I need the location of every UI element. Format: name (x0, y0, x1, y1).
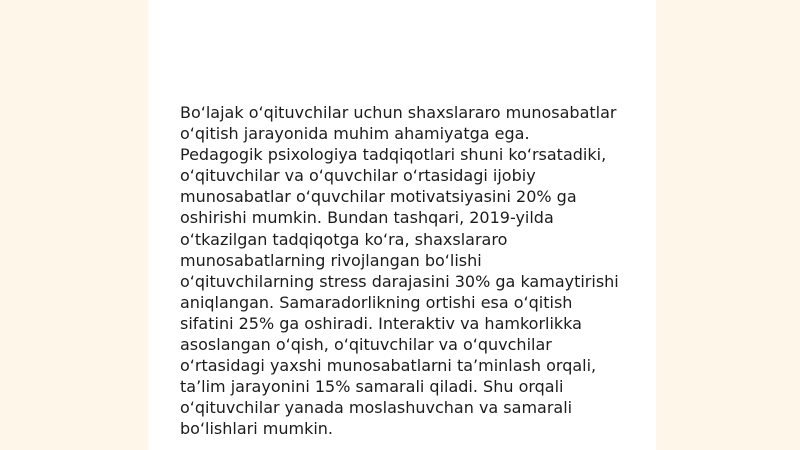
document-page (148, 0, 656, 450)
body-paragraph: Bo‘lajak o‘qituvchilar uchun shaxslararo munosabatlar o‘qitish jarayonida muhim ahamiyatga ega. Pedagogik psixologiya tadqiqotlari shuni ko‘rsatadiki, o‘qituvchilar va o‘quvchilar o‘rtasidagi ijobiy munosabatlar o‘quvchilar motivatsiyasini 20% ga oshirishi mumkin. Bundan tashqari, 2019-yilda o‘tkazilgan tadqiqotga ko‘ra, shaxslararo munosabatlarning rivojlangan bo‘lishi o‘qituvchilarning stress darajasini 30% ga kamaytirishi aniqlangan. Samaradorlikning ortishi esa o‘qitish sifatini 25% ga oshiradi. Interaktiv va hamkorlikka asoslangan o‘qish, o‘qituvchilar va o‘quvchilar o‘rtasidagi yaxshi munosabatlarni ta’minlash orqali, ta’lim jarayonini 15% samarali qiladi. Shu orqali o‘qituvchilar yanada moslashuvchan va samarali bo‘lishlari mumkin. (180, 103, 619, 439)
